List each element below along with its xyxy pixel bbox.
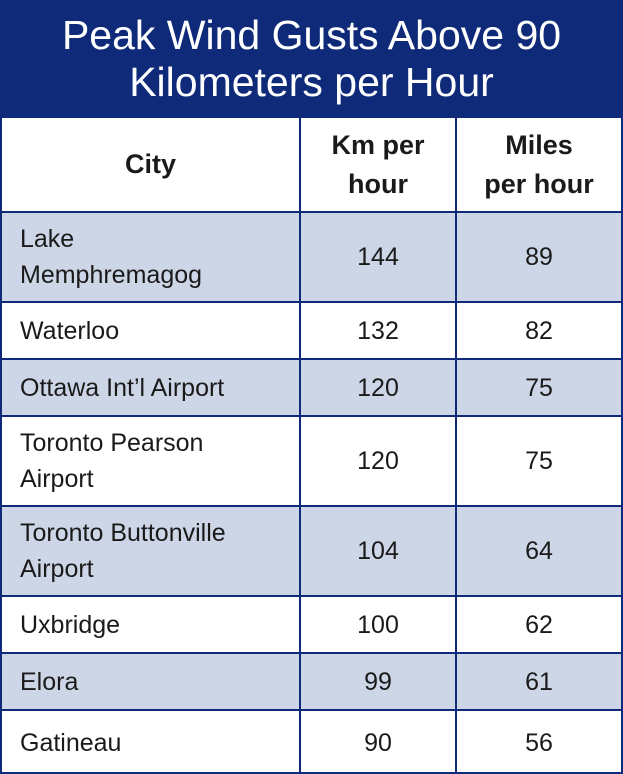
table-title (2, 2, 621, 118)
city-name-line: Uxbridge (20, 610, 121, 639)
kmh-cell: 120 (300, 359, 456, 416)
mph-cell: 75 (456, 359, 621, 416)
column-header-kmh-line-1: Km per (331, 129, 425, 160)
city-cell (2, 710, 300, 774)
table-row (2, 212, 621, 302)
table-row (2, 653, 621, 710)
table-row (2, 710, 621, 774)
city-name-line: Memphremagog (20, 261, 203, 289)
column-header-city (2, 118, 300, 212)
mph-cell: 62 (456, 596, 621, 653)
mph-cell: 75 (456, 416, 621, 506)
table-row (2, 359, 621, 416)
city-cell (2, 653, 300, 710)
column-header-city-line: City (124, 149, 176, 179)
table-row (2, 506, 621, 596)
mph-cell: 56 (456, 710, 621, 774)
city-name-line: Toronto Buttonville (20, 519, 226, 547)
city-name-line: Elora (20, 667, 79, 696)
city-name-line: Airport (20, 465, 94, 493)
kmh-cell: 120 (300, 416, 456, 506)
kmh-cell: 144 (300, 212, 456, 302)
city-name-line: Ottawa Int’l Airport (20, 373, 225, 402)
column-header-kmh-line-2: hour (348, 168, 408, 199)
column-header-kmh (300, 118, 456, 212)
city-cell (2, 596, 300, 653)
kmh-cell: 90 (300, 710, 456, 774)
city-cell (2, 359, 300, 416)
column-header-mph-line-1: Miles (505, 129, 573, 160)
city-name-line: Waterloo (20, 316, 120, 345)
city-cell (2, 416, 300, 506)
city-name-line: Toronto Pearson (20, 429, 204, 457)
kmh-cell: 104 (300, 506, 456, 596)
title-line-1: Peak Wind Gusts Above 90 (61, 12, 562, 58)
city-name-line: Airport (20, 555, 94, 583)
table-row (2, 302, 621, 359)
column-header-mph-line-2: per hour (484, 168, 594, 199)
city-cell (2, 506, 300, 596)
title-line-2: Kilometers per Hour (129, 59, 494, 105)
mph-cell: 82 (456, 302, 621, 359)
city-cell (2, 302, 300, 359)
table-row (2, 596, 621, 653)
table-header-row (2, 118, 621, 212)
city-name-line: Gatineau (20, 729, 122, 757)
kmh-cell: 100 (300, 596, 456, 653)
column-header-mph (456, 118, 621, 212)
kmh-cell: 132 (300, 302, 456, 359)
mph-cell: 89 (456, 212, 621, 302)
city-name-line: Lake (20, 225, 75, 253)
table-row (2, 416, 621, 506)
city-cell (2, 212, 300, 302)
mph-cell: 64 (456, 506, 621, 596)
mph-cell: 61 (456, 653, 621, 710)
wind-gust-table (2, 118, 621, 774)
kmh-cell: 99 (300, 653, 456, 710)
